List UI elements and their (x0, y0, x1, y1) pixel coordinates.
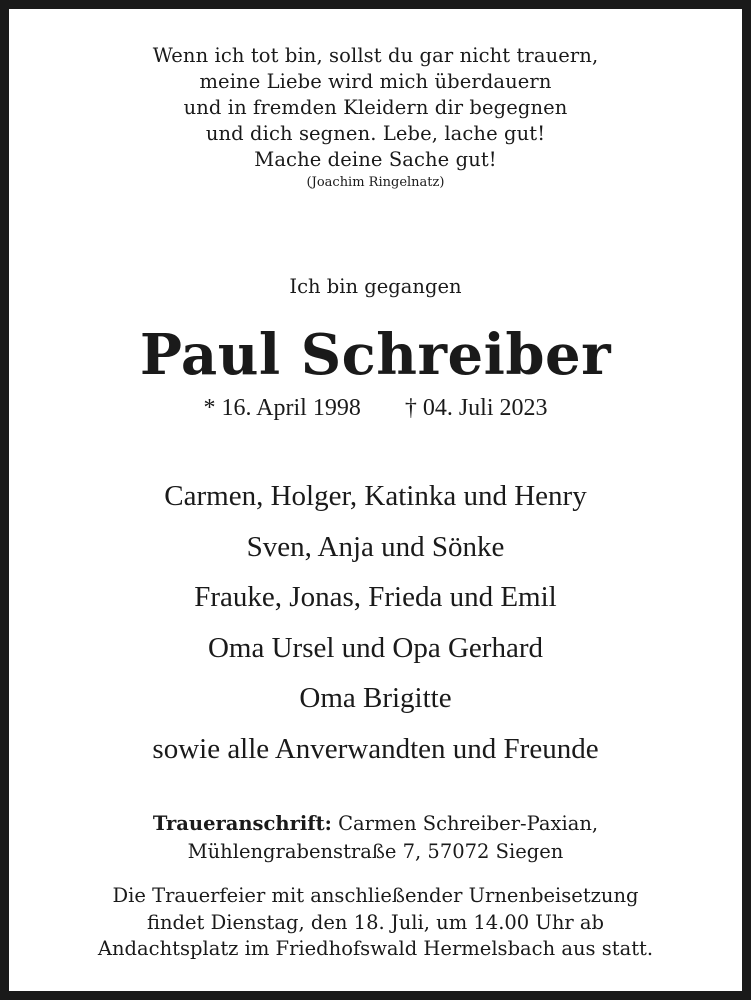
intro-text: Ich bin gegangen (289, 275, 462, 298)
address-line-1 (9, 810, 742, 838)
service-line: findet Dienstag, den 18. Juli, um 14.00 Uhr ab (146, 910, 605, 934)
deceased-name: Paul Schreiber (139, 322, 612, 388)
poem-line: und dich segnen. Lebe, lache gut! (205, 122, 546, 145)
service-line: Andachtsplatz im Friedhofswald Hermelsbach aus statt. (97, 937, 654, 960)
mourner-line: sowie alle Anverwandten und Freunde (152, 732, 599, 765)
birth-date: * 16. April 1998 (203, 395, 361, 421)
mourner-line: Oma Brigitte (299, 682, 452, 714)
poem (9, 43, 742, 192)
life-dates (9, 393, 742, 423)
mourner-line: Oma Ursel und Opa Gerhard (207, 631, 543, 664)
mourners-list (9, 471, 742, 774)
poem-line: und in fremden Kleidern dir begegnen (183, 96, 568, 119)
address-label: Traueranschrift: (152, 812, 332, 835)
service-line: Die Trauerfeier mit anschließender Urnenbeisetzung (112, 884, 639, 907)
death-date: † 04. Juli 2023 (404, 395, 548, 421)
poem-line: Mache deine Sache gut! (254, 148, 497, 171)
address-street-city: Mühlengrabenstraße 7, 57072 Siegen (187, 840, 564, 863)
poem-line: meine Liebe wird mich überdauern (199, 70, 552, 93)
funeral-service-info (9, 883, 742, 963)
mourner-line: Carmen, Holger, Katinka und Henry (164, 480, 587, 512)
poem-line: Wenn ich tot bin, sollst du gar nicht trauern, (152, 44, 599, 67)
address-recipient: Carmen Schreiber-Paxian, (338, 812, 599, 835)
mourner-line: Sven, Anja und Sönke (246, 530, 505, 563)
mourning-address (9, 810, 742, 866)
mourner-line: Frauke, Jonas, Frieda und Emil (194, 581, 557, 613)
poem-author: (Joachim Ringelnatz) (306, 175, 445, 190)
